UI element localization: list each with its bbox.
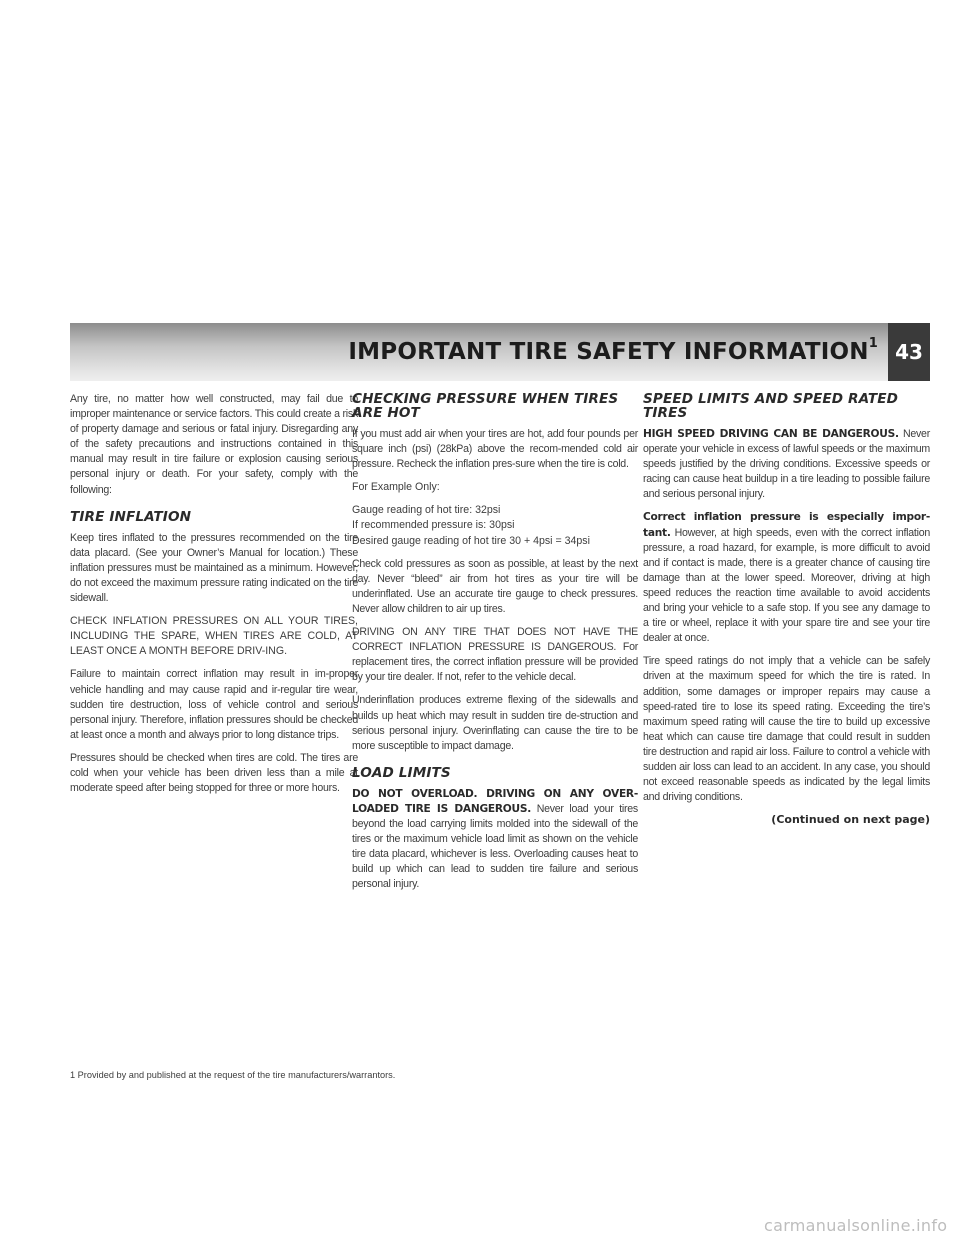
- footnote: 1 Provided by and published at the request of the tire manufacturers/warrantors.: [70, 1070, 396, 1080]
- column-left: [70, 392, 358, 804]
- example-label: For Example Only:: [352, 481, 440, 494]
- load-warning-lead: DO NOT OVERLOAD. DRIVING ON ANY OVER-LOADED TIRE IS DANGEROUS.: [352, 787, 638, 815]
- paragraph: If you must add air when your tires are hot, add four pounds per square inch (psi) (28kPa) above the recom-mended cold air pressure. Recheck the inflation pres-sure when the tire is cold.: [352, 428, 638, 471]
- warning-text: DRIVING ON ANY TIRE THAT DOES NOT HAVE THE CORRECT INFLATION PRESSURE IS DANGEROUS.: [352, 626, 638, 654]
- speed-text: Never operate your vehicle in excess of lawful speeds or the maximum speeds justified by the driving conditions. Excessive speeds or racing can cause heat buildup in a tire leading to possible failure and serious personal injury.: [643, 428, 930, 501]
- paragraph: Pressures should be checked when tires are cold. The tires are cold when your vehicle has been driven less than a mile at moderate speed after being stopped for three or more hours.: [70, 751, 358, 795]
- paragraph: Underinflation produces extreme flexing of the sidewalls and builds up heat which may result in sudden tire de-struction and serious personal injury. Overinflating can cause the tire to be more susceptible to impact damage.: [352, 694, 638, 752]
- heading-load-limits: LOAD LIMITS: [352, 764, 451, 781]
- warning-paragraph: CHECK INFLATION PRESSURES ON ALL YOUR TIRES, INCLUDING THE SPARE, WHEN TIRES ARE COLD, AT LEAST ONCE A MONTH BEFORE DRIV-ING.: [70, 615, 358, 658]
- section-title-text: IMPORTANT TIRE SAFETY INFORMATION: [348, 339, 869, 365]
- footnote-marker: 1: [868, 336, 878, 352]
- example-line: Gauge reading of hot tire: 32psi: [352, 504, 501, 517]
- continued-label: (Continued on next page): [771, 813, 930, 827]
- paragraph: Keep tires inflated to the pressures recommended on the tire data placard. (See your Owner’s Manual for location.) These inflation pressures must be maintained as a minimum. However, do not exceed the maximum pressure rating indicated on the tire sidewall.: [70, 531, 358, 605]
- section-title: [348, 336, 878, 365]
- paragraph: Failure to maintain correct inflation may result in im-proper vehicle handling and may cause rapid and ir-regular tire wear, sudden tire destruction, loss of vehicle control and serious personal injury. Therefore, inflation pressures should be checked at least once a month and always prior to long distance trips.: [70, 668, 358, 741]
- heading-tire-inflation: TIRE INFLATION: [70, 508, 192, 525]
- section-header-banner: [70, 323, 888, 381]
- replacement-note: For replacement tires, the correct inflation pressure will be provided by your tire dealer. If not, refer to the vehicle decal.: [352, 641, 639, 684]
- paragraph: [352, 787, 638, 893]
- heading-checking-pressure-hot: CHECKING PRESSURE WHEN TIRES ARE HOT: [352, 391, 619, 421]
- speed-warning-lead: HIGH SPEED DRIVING CAN BE DANGEROUS.: [643, 428, 899, 440]
- load-text: Never load your tires beyond the load carrying limits molded into the sidewall of the tires or the maximum vehicle load limit as shown on the vehicle tire data placard, whichever is less. Overloading causes heat to build up which can lead to sudden tire failure and serious personal injury.: [352, 802, 638, 891]
- example-line: Desired gauge reading of hot tire 30 + 4psi = 34psi: [352, 534, 590, 547]
- heading-speed-limits: SPEED LIMITS AND SPEED RATED TIRES: [643, 391, 899, 421]
- warning-paragraph: [352, 625, 638, 685]
- watermark: carmanualsonline.info: [764, 1216, 948, 1235]
- correct-inflation-lead: Correct inflation pressure is especially impor-tant.: [643, 511, 930, 539]
- page-number: 43: [888, 323, 930, 381]
- paragraph: Tire speed ratings do not imply that a vehicle can be safely driven at the maximum speed for which the tire is rated. In addition, some damages or improper repairs may cause a speed-rated tire to lose its speed rating. Exceeding the tire’s maximum speed rating will cause the tire to build up excessive heat which can cause tire damage that could result in sudden tire destruction and rapid air loss. Failure to control a vehicle with sudden air loss can lead to an accident. In any case, you should not exceed reasonable speeds as indicated by the legal limits and driving conditions.: [643, 655, 930, 804]
- paragraph: [643, 427, 930, 502]
- column-right: [643, 392, 930, 826]
- example-line: If recommended pressure is: 30psi: [352, 519, 515, 532]
- column-middle: [352, 392, 638, 900]
- paragraph: Check cold pressures as soon as possible, at least by the next day. Never “bleed” air from hot tires as your tire will be underinflated. Use an accurate tire gauge to check pressures. Never allow children to air up tires.: [352, 557, 638, 615]
- paragraph: [643, 510, 930, 646]
- intro-paragraph: Any tire, no matter how well constructed, may fail due to improper maintenance or service factors. This could create a risk of property damage and serious or fatal injury. Disregarding any of the safety precautions and instructions contained in this manual may result in tire failure or explosion causing serious personal injury or death. For your safety, comply with the following:: [70, 393, 358, 496]
- correct-inflation-text: However, at high speeds, even with the correct inflation pressure, a road hazard, for example, is more difficult to avoid and if contact is made, there is a greater chance of causing tire damage than at the lower speed. Moreover, driving at high speed reduces the reaction time available to avoid accidents and bring your vehicle to a safe stop. If you see any damage to a tire or wheel, replace it with your spare tire and see your tire dealer at once.: [643, 526, 930, 645]
- example-block: [352, 503, 638, 548]
